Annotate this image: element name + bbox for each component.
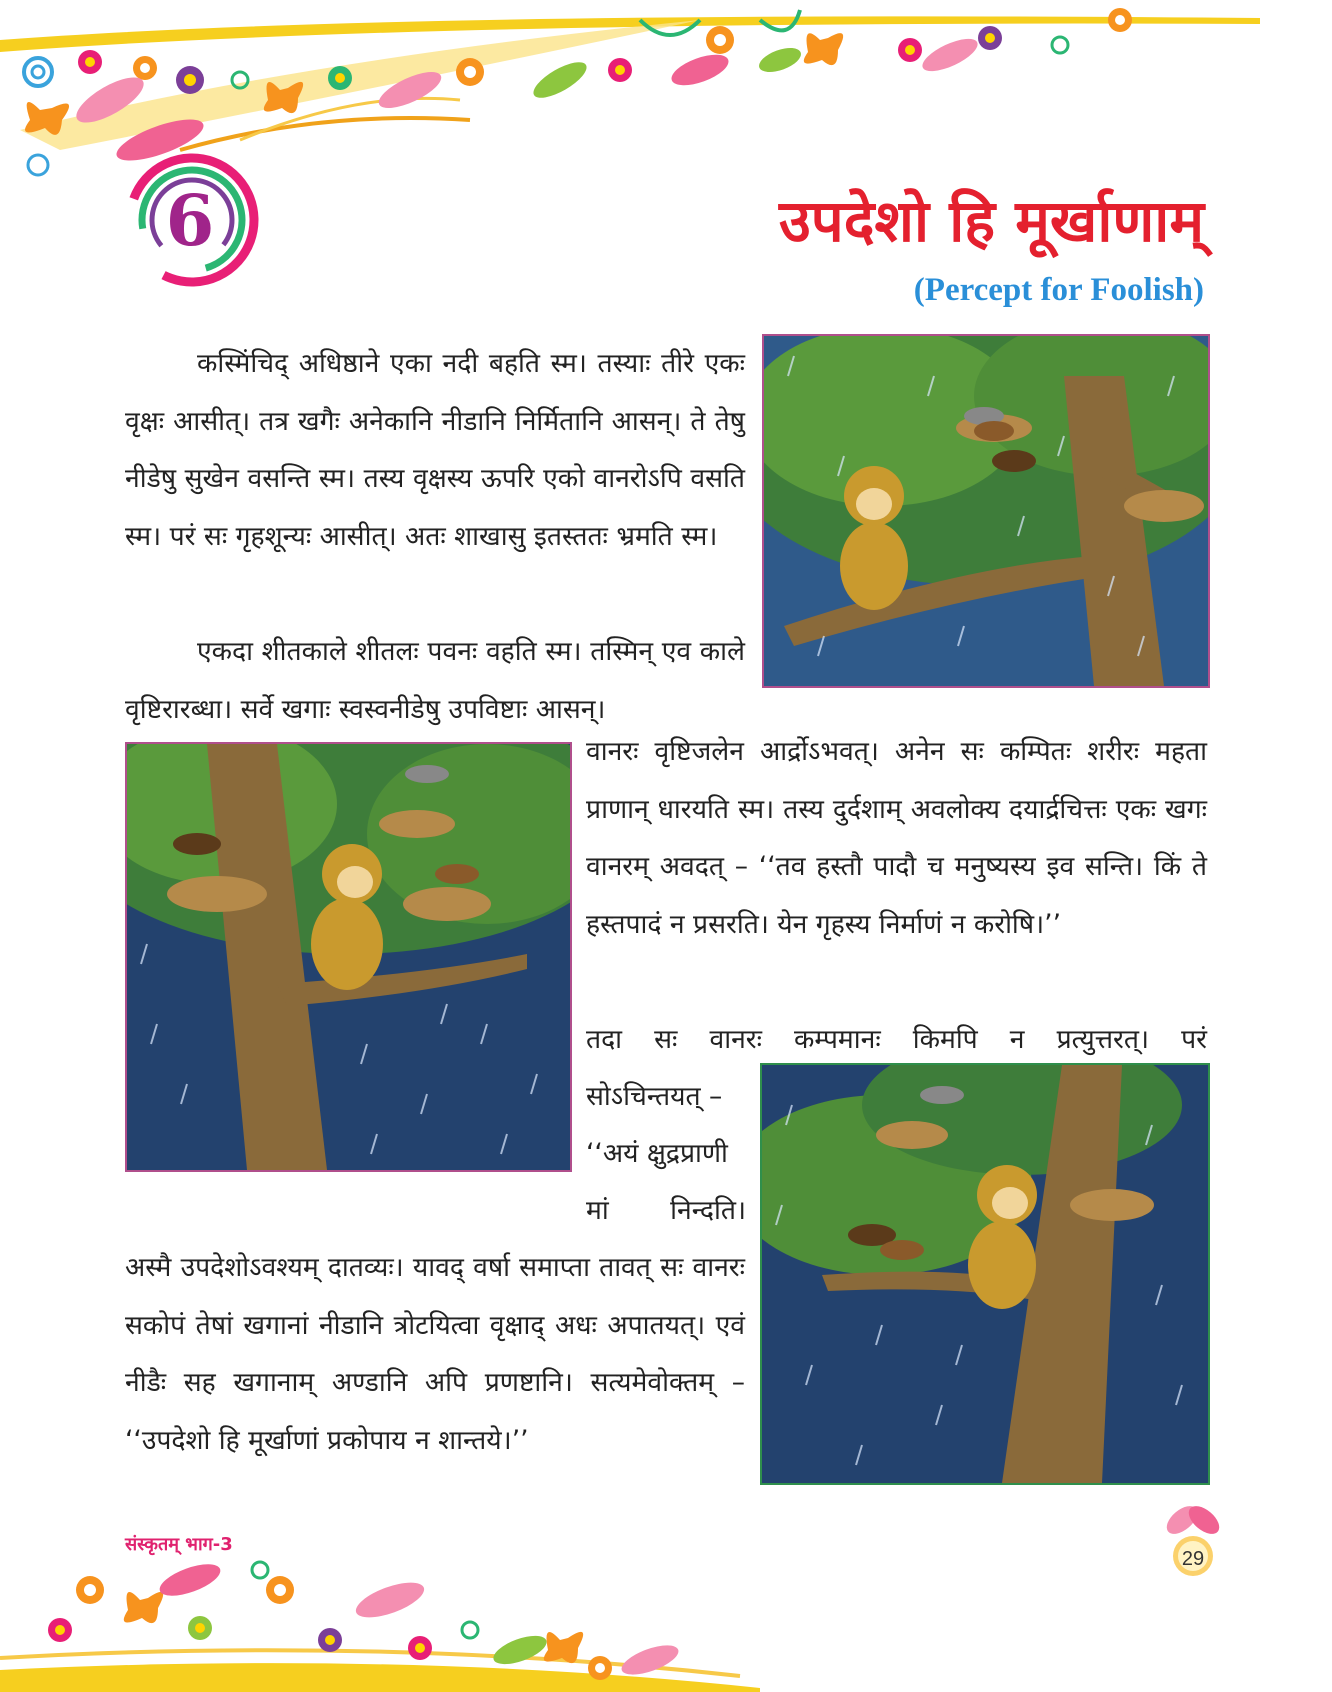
chapter-title: उपदेशो हि मूर्खाणाम् (779, 187, 1204, 255)
paragraph-1: कस्मिंचिद् अधिष्ठाने एका नदी बहति स्म। तस्याः तीरे एकः वृक्षः आसीत्। तत्र खगैः अनेकानि नीडानि निर्मितानि आसन्। ते तेषु नीडेषु सुखेन वसन्ति स्म। तस्य वृक्षस्य ऊपरि एको वानरोऽपि वसति स्म। परं सः गृहशून्यः आसीत्। अतः शाखासु इतस्ततः भ्रमति स्म। (125, 348, 745, 552)
footer-book-title: संस्कृतम् भाग-3 (125, 1534, 233, 1555)
illustration-monkey-in-rain-2 (125, 742, 572, 1172)
paragraph-4-continued: अस्मै उपदेशोऽवश्यम् दातव्यः। यावद् वर्षा समाप्ता तावत् सः वानरः सकोपं तेषां खगानां नीडानि त्रोटयित्वा वृक्षाद् अधः अपातयत्। एवं नीडैः सह खगानाम् अण्डानि अपि प्रणष्टानि। सत्यमेवोक्तम् – ‘‘उपदेशो हि मूर्खाणां प्रकोपाय न शान्तये।’’ (125, 1252, 745, 1456)
chapter-number: 6 (165, 178, 215, 262)
chapter-subtitle: (Percept for Foolish) (913, 272, 1204, 308)
monkey-icon (840, 466, 908, 610)
paragraph-4-line-4: मां निन्दति। (586, 1195, 746, 1226)
illustration-monkey-breaking-nests (760, 1063, 1210, 1485)
footer-decoration (0, 1540, 1332, 1692)
paragraph-4-line-3: ‘‘अयं क्षुद्रप्राणी (586, 1138, 728, 1169)
paragraph-4-line-2: सोऽचिन्तयत् – (586, 1081, 723, 1112)
paragraph-2: एकदा शीतकाले शीतलः पवनः वहति स्म। तस्मिन् एव काले वृष्टिरारब्धा। सर्वे खगाः स्वस्वनीडेषु उपविष्टाः आसन्। (125, 636, 745, 725)
monkey-icon (968, 1165, 1037, 1309)
illustration-monkey-in-rain-1 (762, 334, 1210, 688)
paragraph-3: वानरः वृष्टिजलेन आर्द्रोऽभवत्। अनेन सः कम्पितः शरीरः महता प्राणान् धारयति स्म। तस्य दुर्दशाम् अवलोक्य दयार्द्रचित्तः एकः खगः वानरम् अवदत् – ‘‘तव हस्तौ पादौ च मनुष्यस्य इव सन्ति। किं ते हस्तपादं न प्रसरति। येन गृहस्य निर्माणं न करोषि।’’ (586, 736, 1207, 940)
page-number: 29 (1181, 1548, 1205, 1570)
paragraph-4-line-1: तदा सः वानरः कम्पमानः किमपि न प्रत्युत्तरत्। परं (586, 1024, 1207, 1055)
chapter-badge (120, 145, 270, 295)
